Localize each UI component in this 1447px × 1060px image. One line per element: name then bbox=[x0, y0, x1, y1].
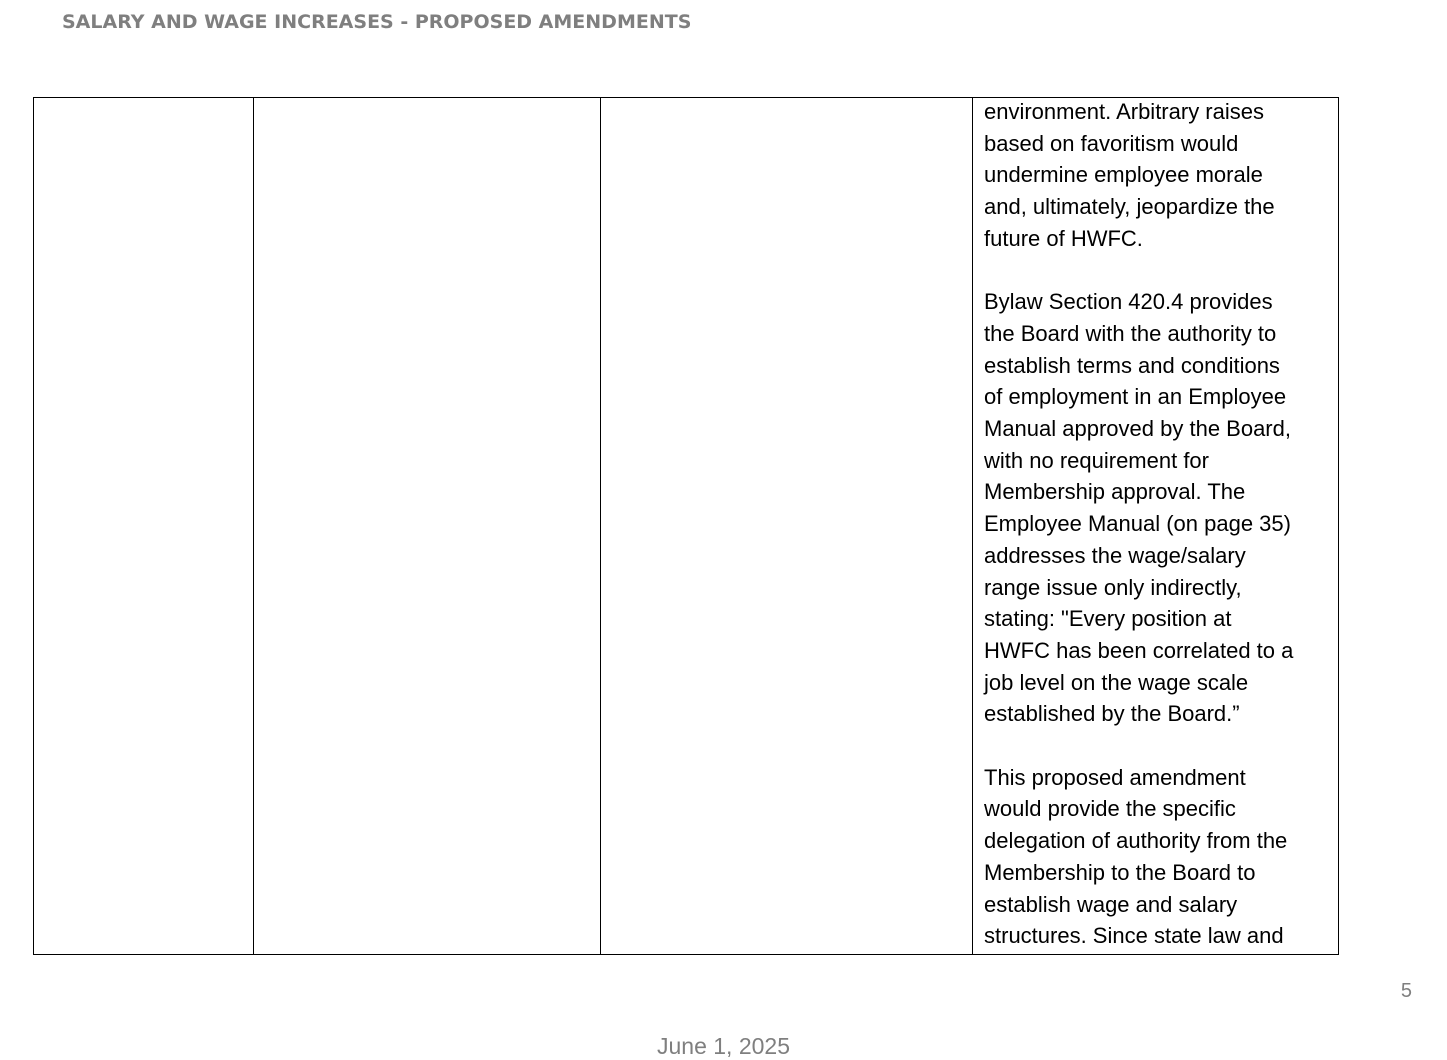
rationale-paragraph-2: Bylaw Section 420.4 provides the Board with the authority to establish terms and conditions of employment in an Employee Manual approved by the Board, with no requirement for Membership approval. The Employee Manual (on page 35) addresses the wage/salary range issue only indirectly, stating: "Every position at HWFC has been correlated to a job level on the wage scale established by the Board.” bbox=[984, 289, 1294, 727]
rationale-paragraph-3: This proposed amendment would provide the specific delegation of authority from the Membership to the Board to establish wage and salary structures. Since state law and bbox=[984, 764, 1288, 949]
table-row bbox=[34, 98, 1339, 955]
rationale-text bbox=[973, 96, 1338, 952]
amendments-table bbox=[33, 97, 1339, 955]
table-cell-col1 bbox=[34, 98, 254, 955]
table-cell-col2 bbox=[254, 98, 601, 955]
page-header-title: SALARY AND WAGE INCREASES - PROPOSED AMENDMENTS bbox=[62, 11, 692, 33]
footer-date: June 1, 2025 bbox=[656, 1033, 790, 1059]
table-cell-col4 bbox=[973, 98, 1339, 955]
rationale-paragraph-1: environment. Arbitrary raises based on favoritism would undermine employee morale and, ultimately, jeopardize the future of HWFC. bbox=[984, 99, 1275, 251]
page-number: 5 bbox=[1400, 980, 1412, 1002]
table-cell-col3 bbox=[601, 98, 973, 955]
